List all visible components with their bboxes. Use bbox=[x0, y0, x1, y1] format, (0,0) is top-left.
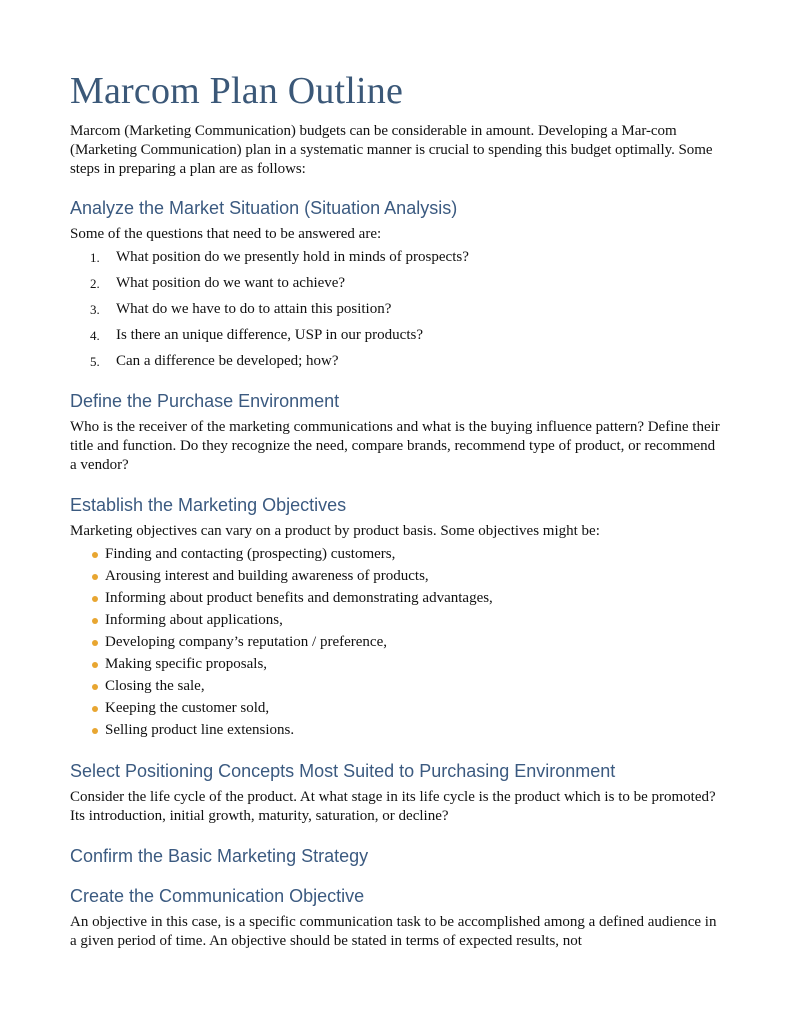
positioning-paragraph: Consider the life cycle of the product. At what stage in its life cycle is the product which is to be promoted? Its introduction, initial growth, maturity, saturation, or decline? bbox=[70, 789, 716, 824]
list-item: Informing about product benefits and demonstrating advantages, bbox=[70, 589, 720, 611]
bullet-icon bbox=[92, 640, 98, 646]
heading-situation-analysis: Analyze the Market Situation (Situation Analysis) bbox=[70, 198, 458, 218]
list-item: Closing the sale, bbox=[70, 677, 720, 699]
situation-lead: Some of the questions that need to be answered are: bbox=[70, 226, 382, 242]
list-item: 3. What do we have to do to attain this position? bbox=[90, 301, 392, 317]
bullet-icon bbox=[92, 662, 98, 668]
heading-purchase-environment: Define the Purchase Environment bbox=[70, 391, 340, 411]
bullet-icon bbox=[92, 618, 98, 624]
bullet-icon bbox=[92, 706, 98, 712]
communication-paragraph: An objective in this case, is a specific communication task to be accomplished among a defined audience in a given period of time. An objective should be stated in terms of expected results, not bbox=[70, 914, 717, 949]
list-item: 4. Is there an unique difference, USP in our products? bbox=[90, 327, 423, 343]
list-item: Developing company’s reputation / preference, bbox=[70, 633, 720, 655]
list-item: Keeping the customer sold, bbox=[70, 699, 720, 721]
heading-marketing-strategy: Confirm the Basic Marketing Strategy bbox=[70, 846, 369, 866]
list-item: 1. What position do we presently hold in minds of prospects? bbox=[90, 249, 469, 265]
intro-paragraph: Marcom (Marketing Communication) budgets can be considerable in amount. Developing a Mar-com (Marketing Communication) plan in a systematic manner is crucial to spending this budget optimally. Some steps in preparing a plan are as follows: bbox=[70, 123, 713, 177]
bullet-icon bbox=[92, 574, 98, 580]
bullet-icon bbox=[92, 684, 98, 690]
list-item: Arousing interest and building awareness of products, bbox=[70, 567, 720, 589]
list-item: Informing about applications, bbox=[70, 611, 720, 633]
situation-questions-list bbox=[70, 248, 720, 378]
heading-positioning-concepts: Select Positioning Concepts Most Suited to Purchasing Environment bbox=[70, 761, 616, 781]
purchase-paragraph: Who is the receiver of the marketing communications and what is the buying influence pattern? Define their title and function. Do they recognize the need, compare brands, recommend type of product, or recommend a vendor? bbox=[70, 419, 720, 473]
list-item: Finding and contacting (prospecting) customers, bbox=[70, 545, 720, 567]
bullet-icon bbox=[92, 552, 98, 558]
heading-marketing-objectives: Establish the Marketing Objectives bbox=[70, 495, 347, 515]
objectives-bullet-list bbox=[70, 545, 720, 743]
document-page bbox=[70, 68, 720, 951]
list-item: 5. Can a difference be developed; how? bbox=[90, 353, 339, 369]
list-item: Making specific proposals, bbox=[70, 655, 720, 677]
heading-communication-objective: Create the Communication Objective bbox=[70, 886, 365, 906]
list-item: Selling product line extensions. bbox=[70, 721, 720, 743]
bullet-icon bbox=[92, 596, 98, 602]
objectives-lead: Marketing objectives can vary on a product by product basis. Some objectives might be: bbox=[70, 523, 600, 539]
page-title: Marcom Plan Outline bbox=[70, 70, 404, 112]
list-item: 2. What position do we want to achieve? bbox=[90, 275, 346, 291]
bullet-icon bbox=[92, 728, 98, 734]
